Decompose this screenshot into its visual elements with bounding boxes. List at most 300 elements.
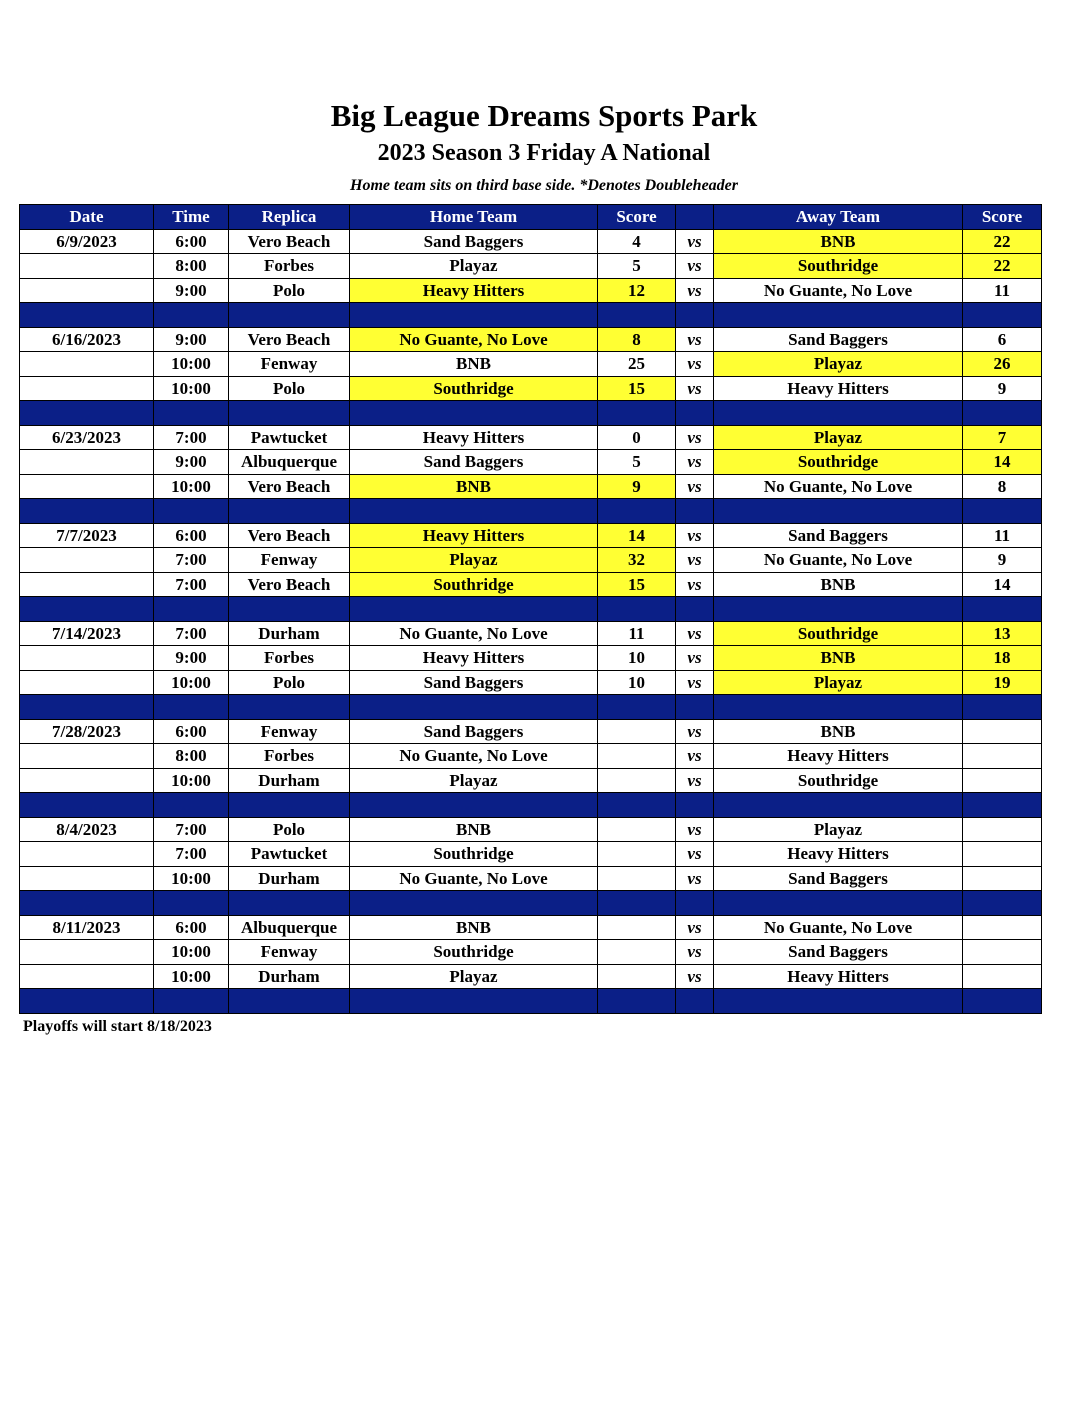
separator-cell: [714, 793, 963, 818]
separator-cell: [714, 989, 963, 1014]
home-score-cell: 10: [598, 646, 676, 671]
date-cell: [20, 474, 154, 499]
away-score-cell: 19: [963, 670, 1042, 695]
table-row: [20, 866, 1042, 891]
home-score-cell: 8: [598, 327, 676, 352]
vs-cell: vs: [676, 915, 714, 940]
separator-cell: [229, 401, 350, 426]
separator-cell: [154, 401, 229, 426]
away-team-cell: Sand Baggers: [714, 327, 963, 352]
table-row: [20, 572, 1042, 597]
separator-cell: [20, 303, 154, 328]
away-team-cell: Playaz: [714, 425, 963, 450]
away-score-cell: [963, 719, 1042, 744]
table-row: [20, 352, 1042, 377]
date-cell: 7/28/2023: [20, 719, 154, 744]
column-header-replica: Replica: [229, 205, 350, 230]
date-cell: 7/14/2023: [20, 621, 154, 646]
table-row: [20, 842, 1042, 867]
vs-cell: vs: [676, 474, 714, 499]
table-row: [20, 474, 1042, 499]
away-score-cell: [963, 940, 1042, 965]
date-cell: [20, 744, 154, 769]
date-cell: 8/4/2023: [20, 817, 154, 842]
home-team-cell: Southridge: [350, 376, 598, 401]
home-score-cell: 32: [598, 548, 676, 573]
date-cell: [20, 842, 154, 867]
vs-cell: vs: [676, 254, 714, 279]
table-row: [20, 523, 1042, 548]
date-cell: [20, 254, 154, 279]
separator-cell: [598, 695, 676, 720]
home-score-cell: [598, 817, 676, 842]
table-row: [20, 744, 1042, 769]
date-cell: [20, 768, 154, 793]
date-cell: [20, 572, 154, 597]
away-score-cell: 22: [963, 254, 1042, 279]
away-score-cell: 22: [963, 229, 1042, 254]
separator-cell: [963, 303, 1042, 328]
home-score-cell: [598, 940, 676, 965]
away-team-cell: Southridge: [714, 621, 963, 646]
table-row: [20, 450, 1042, 475]
week-separator-row: [20, 303, 1042, 328]
table-row: [20, 278, 1042, 303]
home-team-cell: Playaz: [350, 768, 598, 793]
away-team-cell: Heavy Hitters: [714, 376, 963, 401]
column-header-vs: [676, 205, 714, 230]
away-score-cell: 26: [963, 352, 1042, 377]
separator-cell: [350, 303, 598, 328]
separator-cell: [350, 401, 598, 426]
separator-cell: [714, 597, 963, 622]
separator-cell: [676, 989, 714, 1014]
time-cell: 9:00: [154, 450, 229, 475]
away-team-cell: No Guante, No Love: [714, 548, 963, 573]
away-score-cell: [963, 768, 1042, 793]
separator-cell: [963, 793, 1042, 818]
replica-cell: Vero Beach: [229, 229, 350, 254]
vs-cell: vs: [676, 964, 714, 989]
away-score-cell: [963, 817, 1042, 842]
replica-cell: Durham: [229, 768, 350, 793]
away-score-cell: 7: [963, 425, 1042, 450]
home-team-cell: Sand Baggers: [350, 670, 598, 695]
table-row: [20, 621, 1042, 646]
separator-cell: [154, 989, 229, 1014]
time-cell: 7:00: [154, 842, 229, 867]
vs-cell: vs: [676, 866, 714, 891]
replica-cell: Forbes: [229, 744, 350, 769]
home-team-cell: Heavy Hitters: [350, 278, 598, 303]
date-cell: [20, 964, 154, 989]
separator-cell: [676, 695, 714, 720]
table-row: [20, 940, 1042, 965]
home-team-cell: BNB: [350, 352, 598, 377]
away-team-cell: No Guante, No Love: [714, 474, 963, 499]
away-score-cell: 9: [963, 548, 1042, 573]
time-cell: 6:00: [154, 229, 229, 254]
time-cell: 7:00: [154, 621, 229, 646]
home-team-cell: BNB: [350, 817, 598, 842]
replica-cell: Fenway: [229, 548, 350, 573]
date-cell: 6/16/2023: [20, 327, 154, 352]
home-score-cell: [598, 964, 676, 989]
separator-cell: [598, 891, 676, 916]
home-score-cell: 10: [598, 670, 676, 695]
table-row: [20, 548, 1042, 573]
table-row: [20, 425, 1042, 450]
column-header-away-team: Away Team: [714, 205, 963, 230]
home-team-cell: Heavy Hitters: [350, 646, 598, 671]
home-score-cell: [598, 719, 676, 744]
away-team-cell: No Guante, No Love: [714, 915, 963, 940]
replica-cell: Polo: [229, 670, 350, 695]
vs-cell: vs: [676, 719, 714, 744]
replica-cell: Durham: [229, 866, 350, 891]
week-separator-row: [20, 989, 1042, 1014]
separator-cell: [20, 695, 154, 720]
home-score-cell: 15: [598, 572, 676, 597]
separator-cell: [350, 499, 598, 524]
time-cell: 7:00: [154, 425, 229, 450]
home-team-cell: Heavy Hitters: [350, 523, 598, 548]
date-cell: [20, 548, 154, 573]
home-team-cell: Playaz: [350, 254, 598, 279]
away-score-cell: 11: [963, 278, 1042, 303]
date-cell: [20, 646, 154, 671]
separator-cell: [714, 891, 963, 916]
separator-cell: [963, 989, 1042, 1014]
column-header-away-score: Score: [963, 205, 1042, 230]
time-cell: 7:00: [154, 572, 229, 597]
replica-cell: Fenway: [229, 719, 350, 744]
vs-cell: vs: [676, 376, 714, 401]
away-score-cell: 13: [963, 621, 1042, 646]
away-team-cell: BNB: [714, 572, 963, 597]
vs-cell: vs: [676, 842, 714, 867]
time-cell: 8:00: [154, 744, 229, 769]
separator-cell: [154, 891, 229, 916]
home-score-cell: [598, 744, 676, 769]
replica-cell: Vero Beach: [229, 474, 350, 499]
separator-cell: [20, 891, 154, 916]
away-team-cell: Sand Baggers: [714, 866, 963, 891]
replica-cell: Forbes: [229, 254, 350, 279]
separator-cell: [229, 597, 350, 622]
vs-cell: vs: [676, 229, 714, 254]
separator-cell: [20, 499, 154, 524]
separator-cell: [229, 891, 350, 916]
separator-cell: [20, 793, 154, 818]
table-row: [20, 646, 1042, 671]
home-team-cell: Heavy Hitters: [350, 425, 598, 450]
table-row: [20, 670, 1042, 695]
away-score-cell: 14: [963, 572, 1042, 597]
time-cell: 6:00: [154, 719, 229, 744]
replica-cell: Forbes: [229, 646, 350, 671]
away-score-cell: 18: [963, 646, 1042, 671]
separator-cell: [229, 989, 350, 1014]
separator-cell: [598, 499, 676, 524]
date-cell: 6/9/2023: [20, 229, 154, 254]
playoffs-note: Playoffs will start 8/18/2023: [23, 1018, 212, 1035]
week-separator-row: [20, 597, 1042, 622]
separator-cell: [350, 989, 598, 1014]
away-team-cell: Sand Baggers: [714, 940, 963, 965]
away-team-cell: BNB: [714, 646, 963, 671]
vs-cell: vs: [676, 817, 714, 842]
home-team-cell: Southridge: [350, 940, 598, 965]
home-team-cell: Sand Baggers: [350, 229, 598, 254]
time-cell: 7:00: [154, 548, 229, 573]
table-row: [20, 376, 1042, 401]
vs-cell: vs: [676, 646, 714, 671]
schedule-table: [19, 204, 1042, 1014]
home-score-cell: [598, 842, 676, 867]
separator-cell: [963, 891, 1042, 916]
page-subtitle: 2023 Season 3 Friday A National: [377, 140, 711, 166]
separator-cell: [676, 891, 714, 916]
time-cell: 10:00: [154, 866, 229, 891]
away-score-cell: [963, 842, 1042, 867]
separator-cell: [154, 499, 229, 524]
table-row: [20, 719, 1042, 744]
away-score-cell: [963, 866, 1042, 891]
away-team-cell: Playaz: [714, 352, 963, 377]
home-score-cell: 5: [598, 450, 676, 475]
away-team-cell: Southridge: [714, 254, 963, 279]
time-cell: 10:00: [154, 352, 229, 377]
replica-cell: Vero Beach: [229, 572, 350, 597]
column-header-home-score: Score: [598, 205, 676, 230]
vs-cell: vs: [676, 768, 714, 793]
home-score-cell: 11: [598, 621, 676, 646]
vs-cell: vs: [676, 744, 714, 769]
away-team-cell: Heavy Hitters: [714, 842, 963, 867]
separator-cell: [229, 793, 350, 818]
time-cell: 10:00: [154, 940, 229, 965]
time-cell: 9:00: [154, 278, 229, 303]
separator-cell: [229, 499, 350, 524]
home-score-cell: 9: [598, 474, 676, 499]
week-separator-row: [20, 695, 1042, 720]
separator-cell: [676, 303, 714, 328]
time-cell: 7:00: [154, 817, 229, 842]
schedule-note: Home team sits on third base side. *Denotes Doubleheader: [350, 177, 738, 194]
separator-cell: [676, 499, 714, 524]
home-score-cell: 5: [598, 254, 676, 279]
replica-cell: Albuquerque: [229, 915, 350, 940]
table-row: [20, 768, 1042, 793]
away-team-cell: No Guante, No Love: [714, 278, 963, 303]
time-cell: 10:00: [154, 474, 229, 499]
replica-cell: Durham: [229, 964, 350, 989]
vs-cell: vs: [676, 940, 714, 965]
home-score-cell: [598, 768, 676, 793]
home-score-cell: 0: [598, 425, 676, 450]
replica-cell: Polo: [229, 278, 350, 303]
separator-cell: [20, 989, 154, 1014]
vs-cell: vs: [676, 278, 714, 303]
date-cell: [20, 278, 154, 303]
date-cell: [20, 940, 154, 965]
separator-cell: [229, 695, 350, 720]
home-team-cell: Southridge: [350, 842, 598, 867]
separator-cell: [963, 401, 1042, 426]
home-score-cell: 25: [598, 352, 676, 377]
separator-cell: [714, 401, 963, 426]
home-score-cell: [598, 866, 676, 891]
away-team-cell: Playaz: [714, 670, 963, 695]
away-team-cell: Playaz: [714, 817, 963, 842]
schedule-body: [20, 229, 1042, 1013]
table-row: [20, 964, 1042, 989]
vs-cell: vs: [676, 327, 714, 352]
home-team-cell: Playaz: [350, 964, 598, 989]
separator-cell: [963, 695, 1042, 720]
replica-cell: Vero Beach: [229, 523, 350, 548]
separator-cell: [676, 793, 714, 818]
table-row: [20, 327, 1042, 352]
separator-cell: [676, 597, 714, 622]
separator-cell: [598, 303, 676, 328]
separator-cell: [350, 597, 598, 622]
separator-cell: [154, 597, 229, 622]
separator-cell: [20, 597, 154, 622]
separator-cell: [154, 695, 229, 720]
separator-cell: [229, 303, 350, 328]
replica-cell: Polo: [229, 376, 350, 401]
vs-cell: vs: [676, 572, 714, 597]
separator-cell: [350, 793, 598, 818]
separator-cell: [714, 303, 963, 328]
time-cell: 10:00: [154, 376, 229, 401]
date-cell: 7/7/2023: [20, 523, 154, 548]
away-team-cell: Sand Baggers: [714, 523, 963, 548]
away-team-cell: Southridge: [714, 450, 963, 475]
time-cell: 9:00: [154, 646, 229, 671]
table-row: [20, 817, 1042, 842]
vs-cell: vs: [676, 548, 714, 573]
separator-cell: [598, 401, 676, 426]
column-header-time: Time: [154, 205, 229, 230]
away-score-cell: [963, 744, 1042, 769]
vs-cell: vs: [676, 621, 714, 646]
home-team-cell: BNB: [350, 915, 598, 940]
column-header-date: Date: [20, 205, 154, 230]
table-row: [20, 915, 1042, 940]
date-cell: [20, 450, 154, 475]
replica-cell: Fenway: [229, 352, 350, 377]
home-score-cell: [598, 915, 676, 940]
home-score-cell: 4: [598, 229, 676, 254]
week-separator-row: [20, 499, 1042, 524]
home-team-cell: No Guante, No Love: [350, 744, 598, 769]
vs-cell: vs: [676, 523, 714, 548]
separator-cell: [20, 401, 154, 426]
table-row: [20, 229, 1042, 254]
separator-cell: [963, 597, 1042, 622]
separator-cell: [714, 695, 963, 720]
separator-cell: [350, 695, 598, 720]
time-cell: 8:00: [154, 254, 229, 279]
time-cell: 10:00: [154, 964, 229, 989]
time-cell: 10:00: [154, 768, 229, 793]
time-cell: 6:00: [154, 915, 229, 940]
vs-cell: vs: [676, 425, 714, 450]
column-header-home-team: Home Team: [350, 205, 598, 230]
away-team-cell: Heavy Hitters: [714, 744, 963, 769]
away-team-cell: Heavy Hitters: [714, 964, 963, 989]
separator-cell: [963, 499, 1042, 524]
separator-cell: [154, 303, 229, 328]
home-team-cell: BNB: [350, 474, 598, 499]
vs-cell: vs: [676, 670, 714, 695]
home-team-cell: Playaz: [350, 548, 598, 573]
time-cell: 6:00: [154, 523, 229, 548]
away-team-cell: BNB: [714, 719, 963, 744]
replica-cell: Albuquerque: [229, 450, 350, 475]
time-cell: 9:00: [154, 327, 229, 352]
separator-cell: [598, 597, 676, 622]
separator-cell: [714, 499, 963, 524]
away-score-cell: 8: [963, 474, 1042, 499]
home-team-cell: No Guante, No Love: [350, 327, 598, 352]
away-score-cell: 11: [963, 523, 1042, 548]
separator-cell: [598, 989, 676, 1014]
time-cell: 10:00: [154, 670, 229, 695]
date-cell: [20, 670, 154, 695]
separator-cell: [350, 891, 598, 916]
separator-cell: [676, 401, 714, 426]
home-score-cell: 14: [598, 523, 676, 548]
away-team-cell: Southridge: [714, 768, 963, 793]
table-row: [20, 254, 1042, 279]
vs-cell: vs: [676, 450, 714, 475]
away-score-cell: [963, 915, 1042, 940]
replica-cell: Fenway: [229, 940, 350, 965]
date-cell: [20, 866, 154, 891]
table-header-row: [20, 205, 1042, 230]
replica-cell: Polo: [229, 817, 350, 842]
away-score-cell: 6: [963, 327, 1042, 352]
away-team-cell: BNB: [714, 229, 963, 254]
replica-cell: Pawtucket: [229, 842, 350, 867]
away-score-cell: [963, 964, 1042, 989]
home-team-cell: No Guante, No Love: [350, 866, 598, 891]
away-score-cell: 9: [963, 376, 1042, 401]
vs-cell: vs: [676, 352, 714, 377]
replica-cell: Durham: [229, 621, 350, 646]
date-cell: [20, 352, 154, 377]
away-score-cell: 14: [963, 450, 1042, 475]
date-cell: [20, 376, 154, 401]
separator-cell: [154, 793, 229, 818]
home-score-cell: 12: [598, 278, 676, 303]
home-team-cell: Sand Baggers: [350, 719, 598, 744]
replica-cell: Vero Beach: [229, 327, 350, 352]
home-team-cell: No Guante, No Love: [350, 621, 598, 646]
week-separator-row: [20, 401, 1042, 426]
date-cell: 8/11/2023: [20, 915, 154, 940]
page-title: Big League Dreams Sports Park: [330, 98, 758, 133]
week-separator-row: [20, 793, 1042, 818]
home-score-cell: 15: [598, 376, 676, 401]
home-team-cell: Sand Baggers: [350, 450, 598, 475]
separator-cell: [598, 793, 676, 818]
week-separator-row: [20, 891, 1042, 916]
